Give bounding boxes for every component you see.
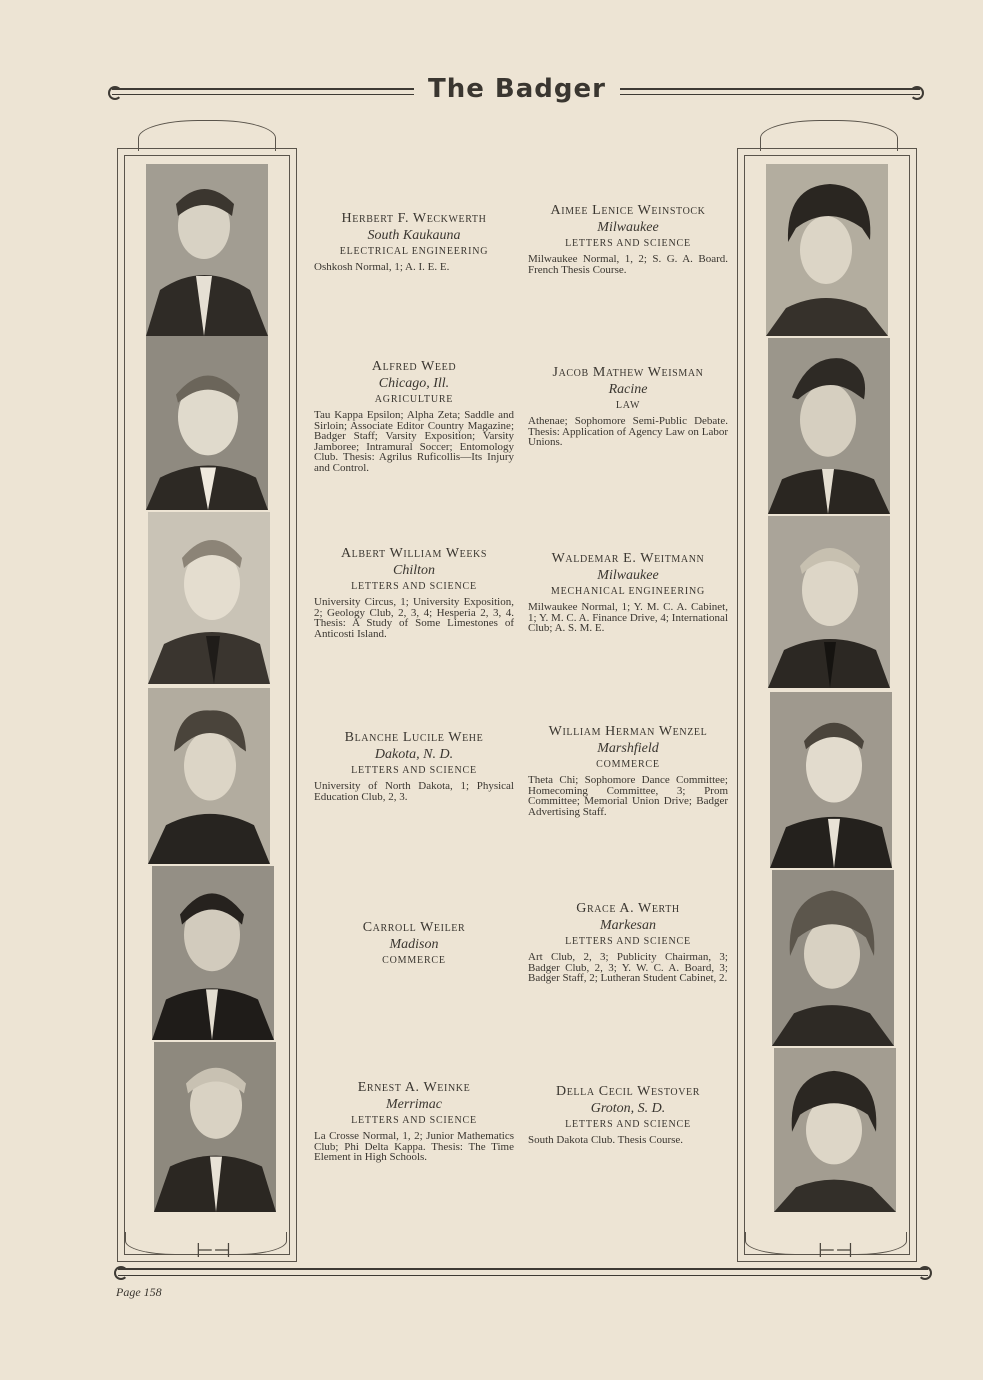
- portrait-photo: [146, 336, 268, 510]
- student-name: Grace A. Werth: [576, 901, 680, 916]
- student-name: William Herman Wenzel: [548, 724, 708, 739]
- student-hometown: Groton, S. D.: [590, 1101, 666, 1116]
- student-name: Ernest A. Weinke: [357, 1080, 471, 1095]
- student-entry: [314, 358, 514, 473]
- portrait-photo: [770, 692, 892, 868]
- student-department: LETTERS AND SCIENCE: [351, 581, 477, 592]
- student-name: Aimee Lenice Weinstock: [550, 203, 706, 218]
- student-department: LETTERS AND SCIENCE: [351, 1115, 477, 1126]
- column-ornament-left: ⊢⊣: [196, 1238, 231, 1262]
- student-entry: [528, 900, 728, 984]
- portrait-photo: [152, 866, 274, 1040]
- student-activities: Oshkosh Normal, 1; A. I. E. E.: [314, 261, 450, 273]
- student-hometown: Dakota, N. D.: [374, 747, 454, 762]
- student-activities: Milwaukee Normal, 1; Y. M. C. A. Cabinet, 1; Y. M. C. A. Finance Drive, 4; International Club; A. S. M. E.: [528, 601, 728, 634]
- student-hometown: Merrimac: [386, 1097, 442, 1112]
- student-department: ELECTRICAL ENGINEERING: [339, 246, 489, 257]
- student-hometown: Markesan: [600, 918, 656, 933]
- student-name: Herbert F. Weckwerth: [341, 211, 487, 226]
- student-entry: [528, 723, 728, 817]
- student-name: Alfred Weed: [371, 359, 457, 374]
- student-hometown: Madison: [389, 937, 439, 952]
- student-activities: Milwaukee Normal, 1, 2; S. G. A. Board. French Thesis Course.: [528, 253, 728, 276]
- student-name: Jacob Mathew Weisman: [552, 365, 704, 380]
- student-entry: [528, 1083, 728, 1146]
- student-department: COMMERCE: [596, 759, 660, 770]
- student-department: COMMERCE: [382, 955, 446, 966]
- header-rule-left: [112, 84, 414, 102]
- student-activities: University of North Dakota, 1; Physical Education Club, 2, 3.: [314, 780, 514, 803]
- student-hometown: Milwaukee: [597, 568, 659, 583]
- student-hometown: Chilton: [392, 563, 435, 578]
- portrait-photo: [768, 338, 890, 514]
- student-entry: [314, 729, 514, 802]
- portrait-photo: [146, 164, 268, 336]
- student-activities: Art Club, 2, 3; Publicity Chairman, 3; Badger Club, 2, 3; Y. W. C. A. Board, 3; Badger Staff, 2; Lutheran Student Cabinet, 2.: [528, 951, 728, 984]
- student-name: Waldemar E. Weitmann: [551, 551, 705, 566]
- student-department: LETTERS AND SCIENCE: [565, 1119, 691, 1130]
- student-activities: Tau Kappa Epsilon; Alpha Zeta; Saddle and Sirloin; Associate Editor Country Magazine; Badger Staff; Varsity Exposition; Varsity Jamboree; Intramural Soccer; Entomology Club. Thesis: Agrilus Ruficollis—Its Injury and Control.: [314, 409, 514, 474]
- student-name: Albert William Weeks: [340, 546, 488, 561]
- student-activities: Athenae; Sophomore Semi-Public Debate. Thesis: Application of Agency Law on Labor Unions.: [528, 415, 728, 448]
- student-department: LETTERS AND SCIENCE: [351, 765, 477, 776]
- student-hometown: South Kaukauna: [367, 228, 461, 243]
- student-entry: [314, 545, 514, 639]
- portrait-photo: [154, 1042, 276, 1212]
- student-activities: South Dakota Club. Thesis Course.: [528, 1134, 684, 1146]
- student-name: Blanche Lucile Wehe: [344, 730, 484, 745]
- footer-rule: [118, 1266, 928, 1280]
- header-rule-right: [620, 84, 920, 102]
- portrait-photo: [772, 870, 894, 1046]
- portrait-photo: [148, 688, 270, 864]
- student-entry: [528, 550, 728, 634]
- page-number: Page 158: [116, 1285, 162, 1299]
- student-department: LETTERS AND SCIENCE: [565, 238, 691, 249]
- student-hometown: Chicago, Ill.: [378, 376, 450, 391]
- student-entry: [314, 210, 514, 273]
- student-department: LAW: [615, 400, 641, 411]
- student-hometown: Racine: [608, 382, 648, 397]
- column-arch-right: [760, 120, 898, 151]
- student-department: AGRICULTURE: [374, 394, 454, 405]
- student-entry: [314, 919, 514, 969]
- portrait-photo: [148, 512, 270, 684]
- student-activities: Theta Chi; Sophomore Dance Committee; Homecoming Committee, 3; Prom Committee; Memorial Union Drive; Badger Advertising Staff.: [528, 774, 728, 818]
- student-activities: University Circus, 1; University Exposition, 2; Geology Club, 2, 3, 4; Hesperia 2, 3, 4. Thesis: A Study of Some Limestones of Anticosti Island.: [314, 596, 514, 640]
- column-arch-left: [138, 120, 276, 151]
- student-department: LETTERS AND SCIENCE: [565, 936, 691, 947]
- student-hometown: Marshfield: [597, 741, 659, 756]
- student-entry: [314, 1079, 514, 1163]
- portrait-photo: [766, 164, 888, 336]
- page-title: The Badger: [428, 74, 606, 104]
- student-name: Carroll Weiler: [362, 920, 466, 935]
- portrait-photo: [774, 1048, 896, 1212]
- student-activities: La Crosse Normal, 1, 2; Junior Mathematics Club; Phi Delta Kappa. Thesis: The Time Element in High Schools.: [314, 1130, 514, 1163]
- column-ornament-right: ⊢⊣: [818, 1238, 853, 1262]
- student-name: Della Cecil Westover: [556, 1084, 700, 1099]
- student-department: MECHANICAL ENGINEERING: [550, 586, 706, 597]
- student-hometown: Milwaukee: [597, 220, 659, 235]
- student-entry: [528, 202, 728, 275]
- student-entry: [528, 364, 728, 448]
- portrait-photo: [768, 516, 890, 688]
